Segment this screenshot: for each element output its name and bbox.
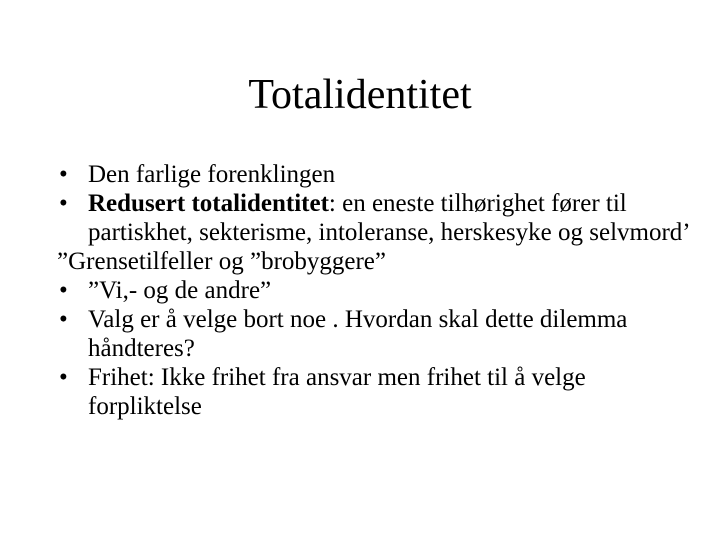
bullet-icon: • [59,161,68,188]
list-line [57,247,697,276]
bullet-icon: • [59,277,68,304]
bullet-item [57,363,697,421]
bullet-text: : en eneste tilhørighet fører til partiskhet, sekterisme, intoleranse, herskesyke og selvmord’ [88,190,691,246]
bullet-item [57,160,697,189]
bullet-text: Den farlige forenklingen [88,161,336,188]
bullet-icon: • [59,364,68,391]
bullet-item [57,276,697,305]
bullet-icon: • [59,306,68,333]
bullet-list [57,160,697,421]
bullet-item [57,305,697,363]
bullet-text: Valg er å velge bort noe . Hvordan skal dette dilemma håndteres? [88,306,628,362]
line-text: ”Grensetilfeller og ”brobyggere” [57,248,387,275]
bullet-bold-text: Redusert totalidentitet [88,190,329,217]
bullet-icon: • [59,190,68,217]
bullet-text: Frihet: Ikke frihet fra ansvar men frihet til å velge forpliktelse [88,364,586,420]
bullet-item [57,189,697,247]
bullet-text: ”Vi,- og de andre” [88,277,272,304]
slide-title: Totalidentitet [248,72,472,118]
